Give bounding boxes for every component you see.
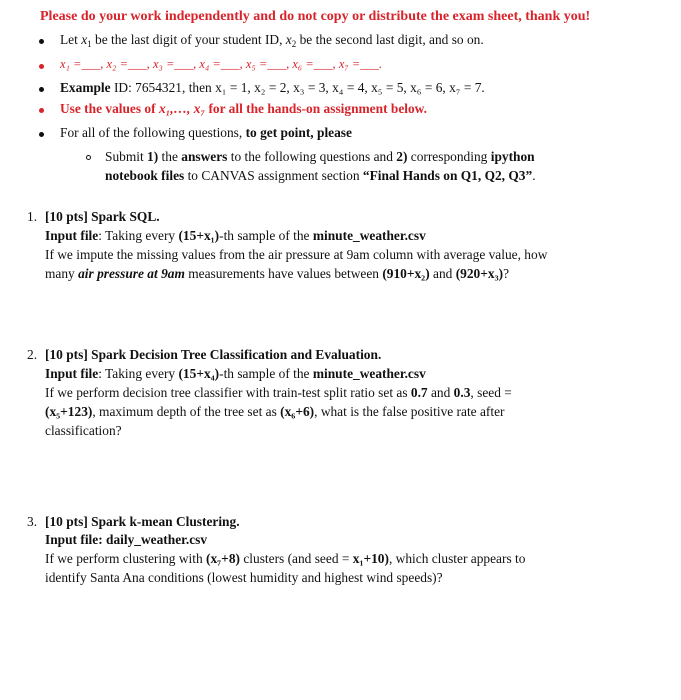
q2-input-line	[45, 365, 426, 382]
q1-input-line	[45, 227, 426, 244]
text: Let	[60, 32, 82, 47]
text: the	[158, 149, 182, 164]
text-bold: to get point, please	[245, 125, 352, 140]
text: for all the hands-on assignment below.	[205, 101, 427, 116]
exam-warning: Please do your work independently and do not copy or distribute the exam sheet, thank you!	[40, 9, 591, 24]
q3-input-line: Input file: daily_weather.csv	[45, 532, 208, 547]
q1-title: [10 pts] Spark SQL.	[45, 209, 160, 224]
blank-x7[interactable]: x₇ =___.	[338, 57, 383, 71]
bullet-let-x1: Let $x_1$ be the last digit of your student ID, $x_2$ be the second last digit, and so on.	[60, 32, 484, 49]
text-bold: 0.7	[410, 385, 428, 400]
bullet-dot	[39, 64, 44, 69]
text-bold: (15+x₄)	[178, 366, 220, 381]
blank-x2[interactable]: x₂ =___,	[106, 57, 150, 71]
text: and	[427, 385, 454, 400]
question-number: 3.	[27, 514, 38, 529]
question-number: 1.	[27, 209, 38, 224]
text: measurements have values between	[184, 266, 383, 281]
bullet-dot	[39, 132, 44, 137]
sub-bullet-circle	[86, 155, 91, 160]
text: to the following questions and	[227, 149, 397, 164]
input-label: Input file	[45, 228, 99, 243]
q2-body-1	[45, 384, 610, 401]
text-bold: answers	[181, 149, 228, 164]
blank-x3[interactable]: x₃ =___,	[152, 57, 197, 71]
text-bold-italic: air pressure at 9am	[78, 266, 185, 281]
q1-body-1: If we impute the missing values from the air pressure at 9am column with average value, how	[45, 247, 548, 262]
input-label: Input file	[45, 366, 99, 381]
text: be the last digit of your student ID,	[91, 32, 286, 47]
text: ?	[503, 266, 510, 281]
example-text: ID: 7654321, then x₁ = 1, x₂ = 2, x₃ = 3, x₄ = 4, x₅ = 5, x₆ = 6, x₇ = 7.	[110, 80, 485, 95]
text: For all of the following questions,	[60, 125, 246, 140]
text: be the second last digit, and so on.	[296, 32, 484, 47]
bullet-dot	[39, 108, 44, 113]
bullet-dot	[39, 87, 44, 92]
text: to CANVAS assignment section	[184, 168, 363, 183]
example-label: Example	[60, 80, 111, 95]
text: , maximum depth of the tree set as	[92, 404, 281, 419]
q2-body-3: classification?	[45, 423, 122, 438]
var-x: x	[81, 32, 88, 47]
q3-body-2: identify Santa Ana conditions (lowest humidity and highest wind speeds)?	[45, 570, 443, 585]
text-bold: “Final Hands on Q1, Q2, Q3”	[362, 168, 533, 183]
text-bold: 1)	[147, 149, 159, 164]
var-range: x₁,…, x₇	[158, 101, 206, 116]
text-bold: x₁+10)	[352, 551, 389, 566]
text: : Taking every	[98, 366, 179, 381]
submit-line-1	[105, 148, 535, 165]
use-values-line	[60, 100, 427, 117]
text-bold: notebook files	[105, 168, 185, 183]
text: Use the values of	[60, 101, 159, 116]
blank-x6[interactable]: x₆ =___,	[292, 57, 336, 71]
text: corresponding	[407, 149, 491, 164]
text-bold: (x₇+8)	[206, 551, 240, 566]
blank-x4[interactable]: x₄ =___,	[199, 57, 243, 71]
text: , what is the false positive rate after	[314, 404, 505, 419]
text: .	[532, 168, 536, 183]
text-bold: (920+x₃)	[455, 266, 504, 281]
q2-body-2	[45, 403, 505, 420]
blank-line	[60, 56, 382, 73]
for-all-line	[60, 124, 352, 141]
text-bold: (x₅+123)	[45, 404, 93, 419]
text: many	[45, 266, 79, 281]
q1-body-2	[45, 265, 509, 282]
text: , which cluster appears to	[388, 551, 526, 566]
text-bold: ipython	[490, 149, 535, 164]
text: If we perform clustering with	[45, 551, 207, 566]
submit-line-2	[105, 167, 536, 184]
q3-title: [10 pts] Spark k-mean Clustering.	[45, 514, 240, 529]
text: , seed =	[470, 385, 512, 400]
text-bold: 2)	[396, 149, 408, 164]
var-x: x	[285, 32, 292, 47]
q2-title: [10 pts] Spark Decision Tree Classification and Evaluation.	[45, 347, 382, 362]
blank-x5[interactable]: x₅ =___,	[245, 57, 290, 71]
question-number: 2.	[27, 347, 38, 362]
text: If we perform decision tree classifier with train-test split ratio set as	[45, 385, 411, 400]
text-bold: 0.3	[453, 385, 471, 400]
text: Submit	[105, 149, 148, 164]
bullet-dot	[39, 39, 44, 44]
text: -th sample of the	[219, 228, 313, 243]
input-file: minute_weather.csv	[312, 366, 426, 381]
blank-x1[interactable]: x₁ =___,	[60, 57, 104, 71]
input-file: minute_weather.csv	[312, 228, 426, 243]
text-bold: (910+x₂)	[382, 266, 430, 281]
text: -th sample of the	[219, 366, 313, 381]
q3-body-1	[45, 550, 525, 567]
text-bold: (15+x₁)	[178, 228, 220, 243]
text: clusters (and seed =	[239, 551, 353, 566]
text: : Taking every	[98, 228, 179, 243]
text-bold: (x₆+6)	[280, 404, 315, 419]
example-line	[60, 79, 485, 96]
text: and	[429, 266, 456, 281]
